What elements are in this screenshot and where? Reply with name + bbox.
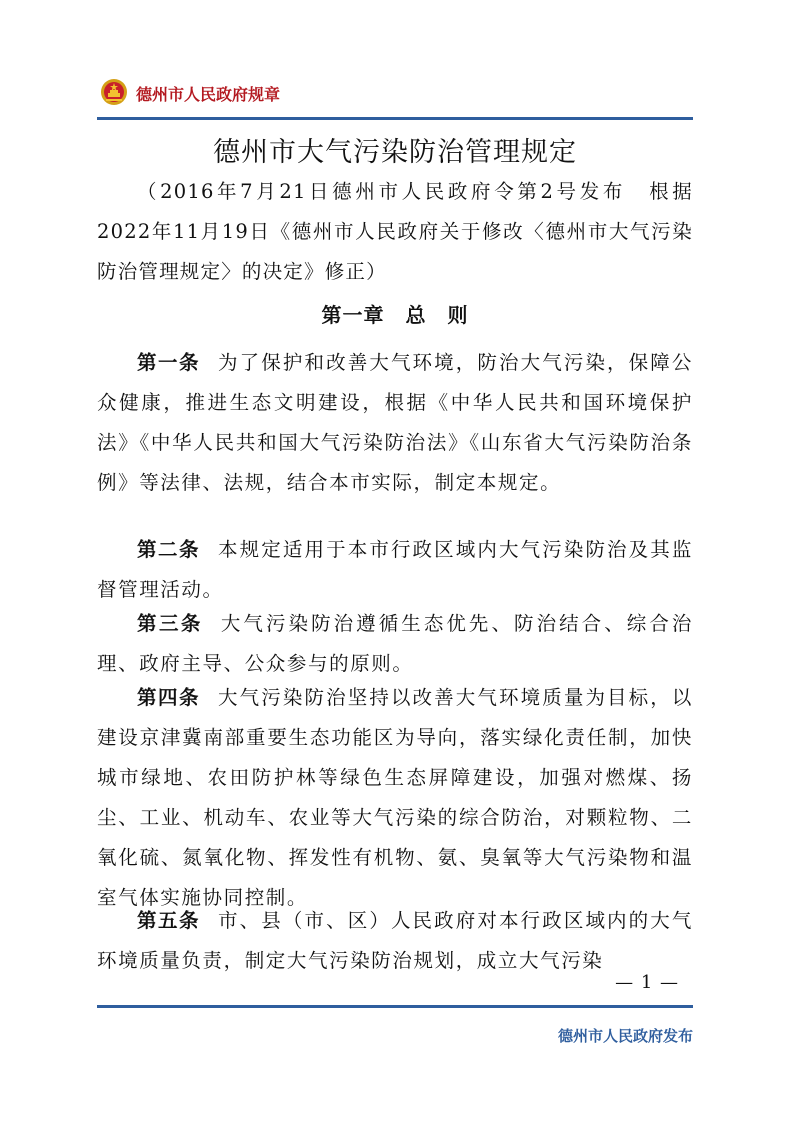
page-number: — 1 — (615, 972, 679, 993)
article-text: 大气污染防治坚持以改善大气环境质量为目标，以建设京津冀南部重要生态功能区为导向，落实绿化责任制，加快城市绿地、农田防护林等绿色生态屏障建设，加强对燃煤、扬尘、工业、机动车、农业等大气污染的综合防治，对颗粒物、二氧化硫、氮氧化物、挥发性有机物、氨、臭氧等大气污染物和温室气体实施协同控制。 (97, 686, 693, 909)
article-4 (97, 678, 693, 918)
article-text: 大气污染防治遵循生态优先、防治结合、综合治理、政府主导、公众参与的原则。 (97, 612, 693, 675)
article-text: 市、县（市、区）人民政府对本行政区域内的大气环境质量负责，制定大气污染防治规划，成立大气污染 (97, 909, 693, 972)
article-5 (97, 901, 693, 981)
article-2 (97, 530, 693, 610)
article-text: 本规定适用于本市行政区域内大气污染防治及其监督管理活动。 (97, 538, 693, 601)
document-title: 德州市大气污染防治管理规定 (213, 137, 577, 168)
article-label: 第二条 (137, 538, 201, 561)
chapter-heading: 第一章 总 则 (321, 303, 469, 327)
article-1 (97, 343, 693, 503)
article-3 (97, 604, 693, 684)
page-header (100, 78, 700, 108)
article-label: 第一条 (137, 351, 201, 374)
national-emblem-icon (100, 78, 128, 106)
header-title: 德州市人民政府规章 (136, 85, 281, 104)
article-label: 第五条 (137, 909, 201, 932)
footer-publisher: 德州市人民政府发布 (557, 1027, 693, 1045)
footer-rule (97, 1005, 693, 1008)
article-text: 为了保护和改善大气环境，防治大气污染，保障公众健康，推进生态文明建设，根据《中华人民共和国环境保护法》《中华人民共和国大气污染防治法》《山东省大气污染防治条例》等法律、法规，结合本市实际，制定本规定。 (97, 351, 693, 494)
article-label: 第四条 (137, 686, 201, 709)
article-label: 第三条 (137, 612, 203, 635)
header-rule (97, 117, 693, 120)
revision-note: （2016年7月21日德州市人民政府令第2号发布 根据2022年11月19日《德州市人民政府关于修改〈德州市大气污染防治管理规定〉的决定》修正） (97, 180, 693, 283)
